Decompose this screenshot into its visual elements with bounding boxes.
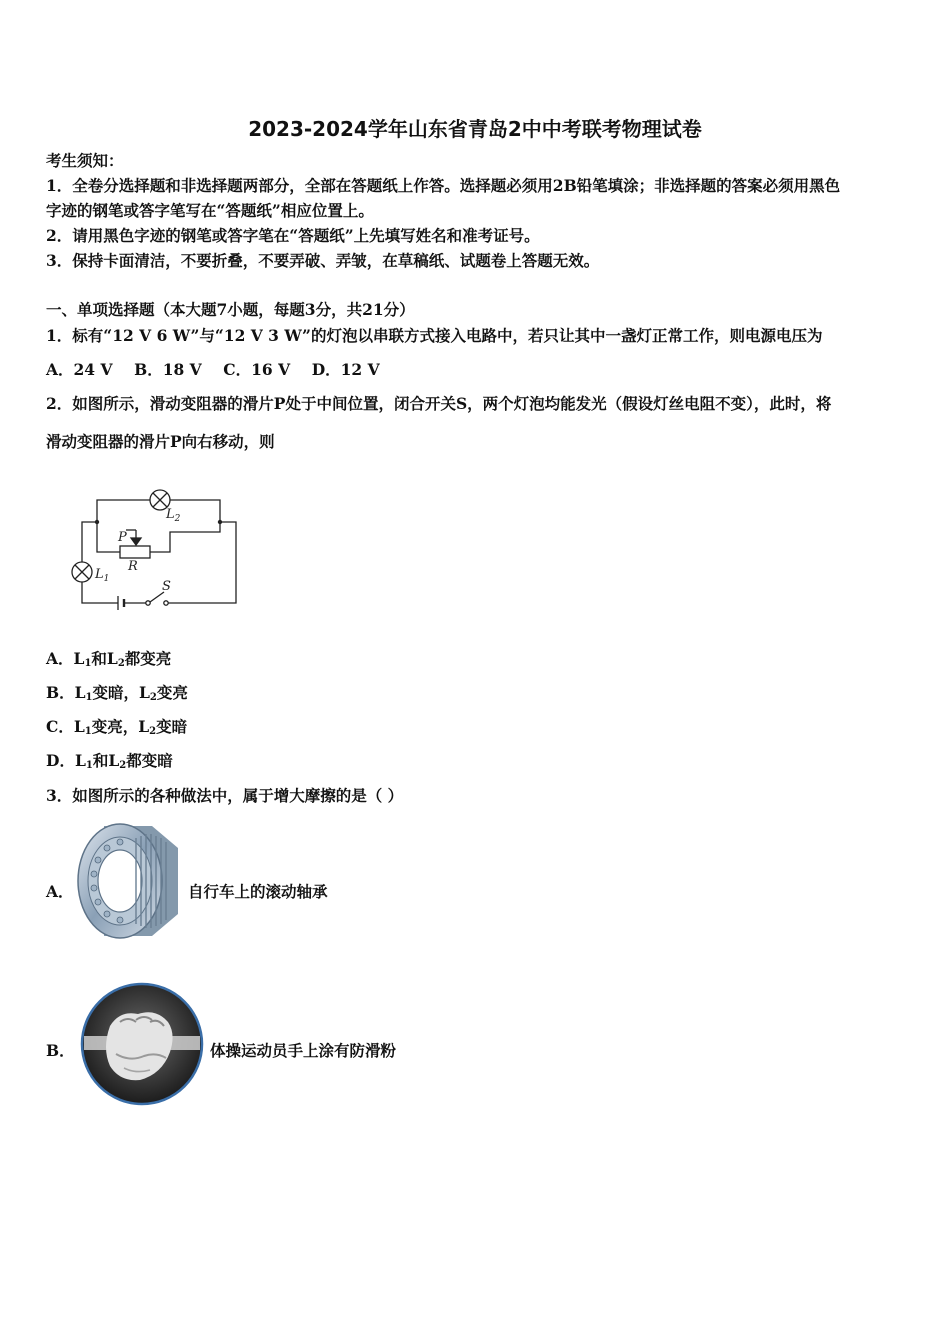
label-L2: $L_2$ — [166, 507, 181, 524]
q2-option-c: C．$L_1$变亮，$L_2$变暗 — [46, 717, 188, 737]
label-S: S — [162, 579, 171, 594]
q3-option-a-text: 自行车上的滚动轴承 — [188, 882, 328, 901]
junction-dot-left — [95, 520, 99, 524]
label-P: P — [118, 530, 127, 545]
notice-item-2: 2．请用黑色字迹的钢笔或答字笔在“答题纸”上先填写姓名和准考证号。 — [46, 226, 540, 245]
circuit-diagram — [62, 480, 252, 615]
q3-option-b-text: 体操运动员手上涂有防滑粉 — [210, 1041, 397, 1060]
gymnast-hands-image — [80, 982, 204, 1106]
notice-heading: 考生须知： — [46, 151, 124, 170]
q3-option-b-label: B． — [46, 1041, 75, 1060]
q2-option-a: A．$L_1$和$L_2$都变亮 — [46, 649, 172, 669]
q2-stem-cont: 滑动变阻器的滑片P向右移动，则 — [46, 432, 275, 451]
q2-stem: 2．如图所示，滑动变阻器的滑片P处于中间位置，闭合开关S，两个灯泡均能发光（假设灯丝电阻不变），此时，将 — [46, 394, 832, 413]
label-R: R — [128, 559, 138, 574]
notice-item-1-cont: 字迹的钢笔或答字笔写在“答题纸”相应位置上。 — [46, 201, 374, 220]
q3-stem: 3．如图所示的各种做法中，属于增大摩擦的是（ ） — [46, 786, 404, 805]
q2-option-d: D．$L_1$和$L_2$都变暗 — [46, 751, 173, 771]
page-title: 2023-2024学年山东省青岛2中中考联考物理试卷 — [248, 117, 702, 141]
section-heading: 一、单项选择题（本大题7小题，每题3分，共21分） — [46, 300, 415, 319]
q3-option-a-label: A． — [46, 882, 74, 901]
notice-item-1: 1．全卷分选择题和非选择题两部分，全部在答题纸上作答。选择题必须用2B铅笔填涂；非选择题的答案必须用黑色 — [46, 176, 841, 195]
q1-stem: 1．标有“12 V 6 W”与“12 V 3 W”的灯泡以串联方式接入电路中，若只让其中一盏灯正常工作，则电源电压为 — [46, 326, 823, 345]
q1-options: A．24 V B．18 V C．16 V D．12 V — [46, 360, 380, 379]
bearing-image — [74, 818, 184, 944]
notice-item-3: 3．保持卡面清洁，不要折叠，不要弄破、弄皱，在草稿纸、试题卷上答题无效。 — [46, 251, 600, 270]
q2-option-b: B．$L_1$变暗，$L_2$变亮 — [46, 683, 188, 703]
junction-dot-right — [218, 520, 222, 524]
label-L1: $L_1$ — [95, 567, 110, 584]
